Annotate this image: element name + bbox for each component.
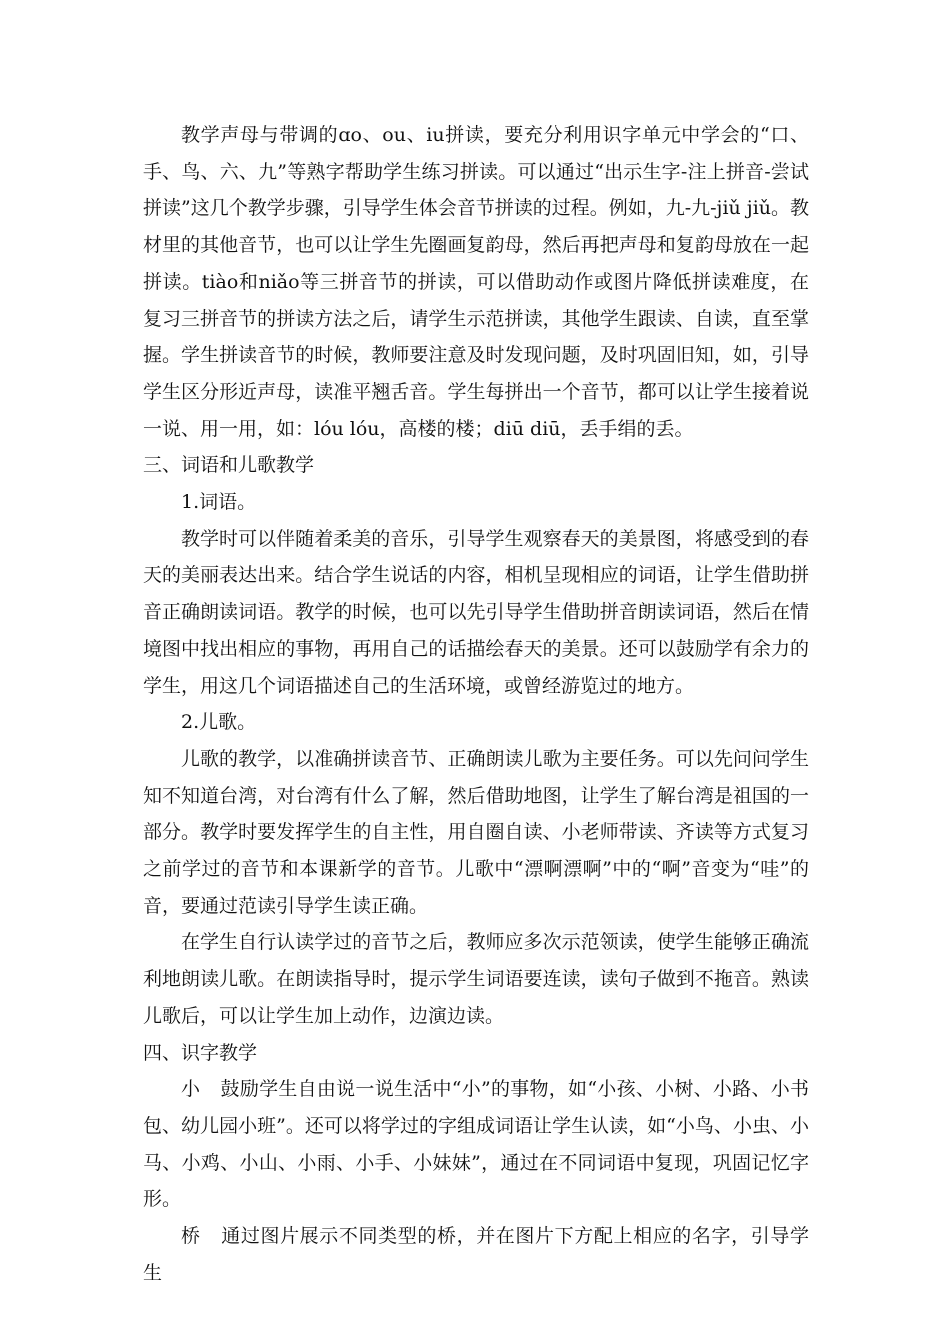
- section-heading-words-and-rhymes: 三、词语和儿歌教学: [143, 454, 315, 477]
- section-heading-character-recognition: 四、识字教学: [143, 1041, 258, 1064]
- paragraph-rhymes-reading: 在学生自行认读学过的音节之后，教师应多次示范领读，使学生能够正确流利地朗读儿歌。在朗读指导时，提示学生词语要连读，读句子做到不拖音。熟读儿歌后，可以让学生加上动作，边演边读。: [143, 931, 809, 1027]
- paragraph-rhymes-teaching: 儿歌的教学，以准确拼读音节、正确朗读儿歌为主要任务。可以先问问学生知不知道台湾，对台湾有什么了解，然后借助地图，让学生了解台湾是祖国的一部分。教学时要发挥学生的自主性，用自圈自读、小老师带读、齐读等方式复习之前学过的音节和本课新学的音节。儿歌中“漂啊漂啊”中的“啊”音变为“哇”的音，要通过范读引导学生读正确。: [143, 747, 809, 917]
- character-text-qiao: 通过图片展示不同类型的桥，并在图片下方配上相应的名字，引导学生: [143, 1225, 809, 1284]
- character-term-qiao: 桥: [181, 1225, 201, 1248]
- paragraph-pinyin-teaching: 教学声母与带调的ɑo、ou、iu拼读，要充分利用识字单元中学会的“口、手、鸟、六、九”等熟字帮助学生练习拼读。可以通过“出示生字-注上拼音-尝试拼读”这几个教学步骤，引导学生体会音节拼读的过程。例如，九-九-jiǔ jiǔ。教材里的其他音节，也可以让学生先圈画复韵母，然后再把声母和复韵母放在一起拼读。tiào和niǎo等三拼音节的拼读，可以借助动作或图片降低拼读难度，在复习三拼音节的拼读方法之后，请学生示范拼读，其他学生跟读、自读，直至掌握。学生拼读音节的时候，教师要注意及时发现问题，及时巩固旧知，如，引导学生区分形近声母，读准平翘舌音。学生每拼出一个音节，都可以让学生接着说一说、用一用，如：lóu lóu，高楼的楼；diū diū，丢手绢的丢。: [143, 124, 810, 440]
- character-item-qiao: [143, 1218, 809, 1291]
- character-term-xiao: 小: [181, 1078, 201, 1101]
- subheading-rhymes: 2.儿歌。: [181, 711, 257, 734]
- subheading-words: 1.词语。: [181, 491, 257, 514]
- document-body: [143, 117, 809, 1292]
- paragraph-words-teaching: 教学时可以伴随着柔美的音乐，引导学生观察春天的美景图，将感受到的春天的美丽表达出来。结合学生说话的内容，相机呈现相应的词语，让学生借助拼音正确朗读词语。教学的时候，也可以先引导学生借助拼音朗读词语，然后在情境图中找出相应的事物，再用自己的话描绘春天的美景。还可以鼓励学有余力的学生，用这几个词语描述自己的生活环境，或曾经游览过的地方。: [143, 527, 809, 697]
- character-item-xiao: [143, 1071, 809, 1218]
- character-text-xiao: 鼓励学生自由说一说生活中“小”的事物，如“小孩、小树、小路、小书包、幼儿园小班”。还可以将学过的字组成词语让学生认读，如“小鸟、小虫、小马、小鸡、小山、小雨、小手、小妹妹”，通过在不同词语中复现，巩固记忆字形。: [143, 1078, 809, 1211]
